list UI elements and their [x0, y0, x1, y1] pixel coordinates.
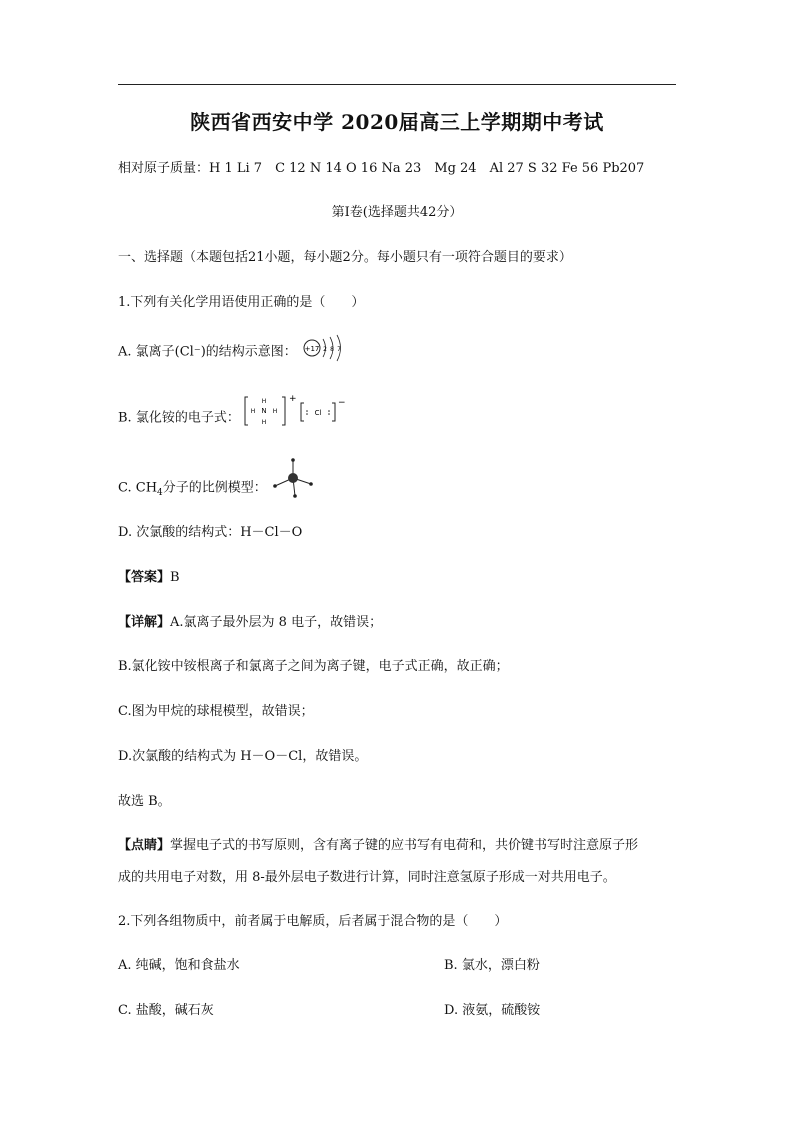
q1-option-c-subscript: 4	[157, 488, 163, 499]
detail-a-text: A.氯离子最外层为 8 电子，故错误；	[170, 615, 383, 630]
q1-comment-line-2: 成的共用电子对数，用 8-最外层电子数进行计算，同时注意氢原子形成一对共用电子。	[118, 870, 616, 885]
anion-charge: −	[337, 398, 346, 408]
hydrogen-right: H	[272, 408, 278, 415]
q2-option-b: B. 氯水，漂白粉	[444, 958, 540, 973]
hydrogen-bottom: H	[261, 419, 267, 426]
answer-label: 【答案】	[118, 570, 171, 585]
page-title: 陕西省西安中学 2020届高三上学期期中考试	[190, 110, 604, 134]
methane-model-icon	[271, 458, 317, 500]
comment-label: 【点睛】	[118, 838, 171, 853]
q1-option-a-text: A. 氯离子(Cl⁻)的结构示意图：	[118, 344, 297, 360]
q1-option-c-text-pre: C. CH	[118, 480, 158, 496]
section-heading: 第Ⅰ卷(选择题共42分）	[331, 205, 463, 220]
hydrogen-left: H	[250, 408, 256, 415]
q1-comment-line-1	[118, 837, 638, 855]
q1-option-a	[118, 341, 347, 363]
header-rule	[118, 84, 676, 85]
chloride-ion-diagram-icon	[301, 333, 347, 363]
q1-option-d: D. 次氯酸的结构式：H－Cl－O	[118, 525, 303, 540]
q1-stem: 1.下列有关化学用语使用正确的是（ ）	[118, 295, 365, 310]
q1-detail-c: C.图为甲烷的球棍模型，故错误；	[118, 704, 314, 719]
q1-option-c	[118, 476, 317, 502]
q1-option-c-text-post: 分子的比例模型：	[162, 480, 267, 496]
nucleus-charge: +17	[304, 345, 320, 353]
q1-conclusion: 故选 B。	[118, 794, 171, 809]
q1-option-b-text: B. 氯化铵的电子式：	[118, 410, 240, 426]
ammonium-chloride-electron-formula-icon	[244, 393, 354, 429]
q2-stem: 2.下列各组物质中，前者属于电解质，后者属于混合物的是（ ）	[118, 914, 508, 929]
hydrogen-top: H	[261, 398, 267, 405]
nitrogen-atom: N	[261, 407, 267, 415]
q1-detail-a	[118, 614, 382, 632]
q1-detail-d: D.次氯酸的结构式为 H－O－Cl，故错误。	[118, 749, 368, 764]
detail-label: 【详解】	[118, 615, 171, 630]
shell-2-count: 8	[329, 346, 334, 353]
shell-3-count: 7	[336, 346, 341, 353]
q2-option-c: C. 盐酸，碱石灰	[118, 1003, 214, 1018]
atomic-mass-line: 相对原子质量：H 1 Li 7 C 12 N 14 O 16 Na 23 Mg 24 Al 27 S 32 Fe 56 Pb207	[118, 161, 645, 176]
q1-option-b	[118, 394, 354, 429]
answer-value: B	[170, 570, 180, 585]
shell-1-count: 2	[322, 346, 327, 353]
q1-answer	[118, 569, 180, 587]
chlorine-atom: Cl	[314, 409, 322, 417]
cation-charge: +	[288, 394, 297, 404]
q2-option-d: D. 液氨，硫酸铵	[444, 1003, 541, 1018]
comment-text-1: 掌握电子式的书写原则，含有离子键的应书写有电荷和，共价键书写时注意原子形	[170, 838, 639, 853]
instruction-line: 一、选择题（本题包括21小题，每小题2分。每小题只有一项符合题目的要求）	[118, 250, 572, 265]
q1-detail-b: B.氯化铵中铵根离子和氯离子之间为离子键，电子式正确，故正确；	[118, 659, 509, 674]
q2-option-a: A. 纯碱，饱和食盐水	[118, 958, 240, 973]
